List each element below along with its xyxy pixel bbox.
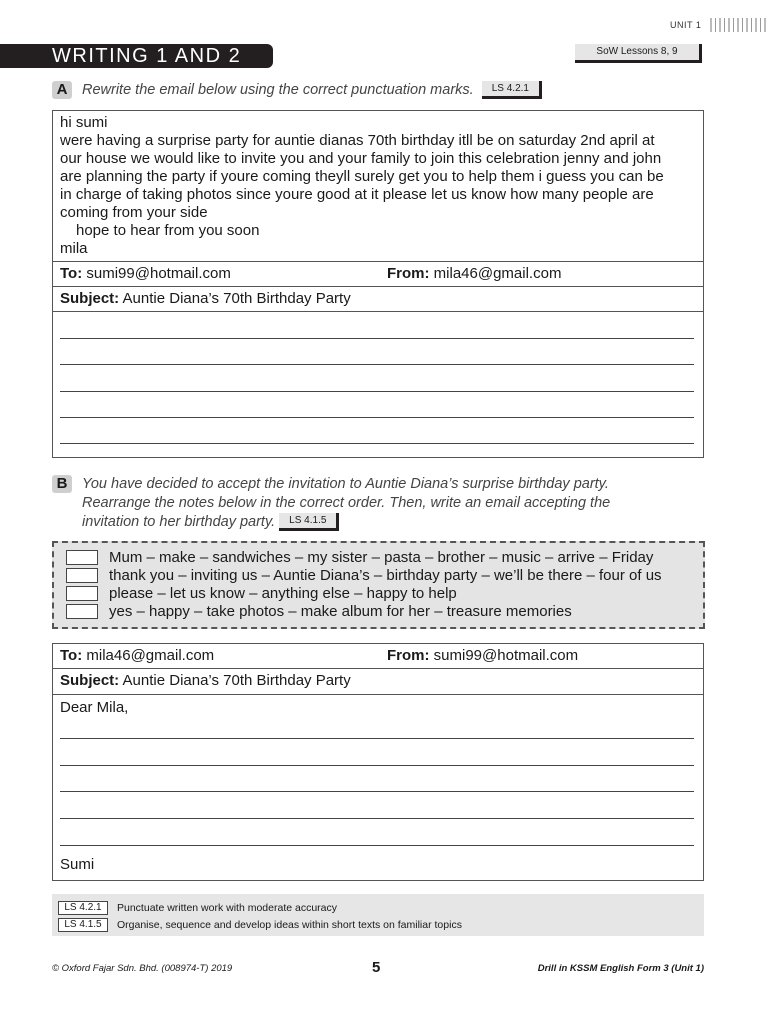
divider <box>52 694 704 695</box>
to-label: To: <box>60 647 83 664</box>
unpunctuated-email <box>60 114 696 258</box>
section-a-instruction-text: Rewrite the email below using the correct punctuation marks. <box>82 82 474 98</box>
email-line: mila <box>60 240 88 257</box>
note-line: Mum – make – sandwiches – my sister – pasta – brother – music – arrive – Friday <box>109 549 654 566</box>
email-line: in charge of taking photos since youre good at it please let us know how many people are <box>60 186 654 203</box>
subject-label: Subject: <box>60 290 120 307</box>
writing-line[interactable] <box>60 791 694 792</box>
ls-description: Punctuate written work with moderate accuracy <box>117 902 338 914</box>
to-value: sumi99@hotmail.com <box>86 265 231 282</box>
writing-line[interactable] <box>60 845 694 846</box>
order-box[interactable] <box>66 604 98 619</box>
ls-code: LS 4.2.1 <box>58 901 108 915</box>
greeting: Dear Mila, <box>60 699 129 716</box>
email-b-from <box>387 647 578 665</box>
from-value: mila46@gmail.com <box>433 265 562 282</box>
writing-line[interactable] <box>60 738 694 739</box>
page-number: 5 <box>372 959 381 976</box>
email-a-subject <box>60 290 351 308</box>
writing-line[interactable] <box>60 391 694 392</box>
writing-line[interactable] <box>60 818 694 819</box>
section-b-label: B <box>52 475 72 493</box>
email-b-to <box>60 647 214 665</box>
divider <box>52 311 704 312</box>
signoff: Sumi <box>60 856 95 873</box>
email-line: our house we would like to invite you and your family to join this celebration jenny and john <box>60 150 662 167</box>
note-line: please – let us know – anything else – happy to help <box>109 585 457 602</box>
subject-value: Auntie Diana’s 70th Birthday Party <box>122 290 351 307</box>
note-line: thank you – inviting us – Auntie Diana’s – birthday party – we’ll be there – four of us <box>109 567 662 584</box>
decorative-bars <box>710 18 768 32</box>
email-line: hope to hear from you soon <box>76 222 260 239</box>
from-label: From: <box>387 265 430 282</box>
section-b-instruction <box>82 475 702 532</box>
email-line: were having a surprise party for auntie dianas 70th birthday itll be on saturday 2nd april at <box>60 132 655 149</box>
section-a-ls-tag: LS 4.2.1 <box>482 81 542 99</box>
to-label: To: <box>60 265 83 282</box>
subject-label: Subject: <box>60 672 120 689</box>
divider <box>52 261 704 262</box>
instruction-line: Rearrange the notes below in the correct order. Then, write an email accepting the <box>82 495 611 511</box>
unit-label: UNIT 1 <box>670 20 702 30</box>
writing-line[interactable] <box>60 364 694 365</box>
email-line: hi sumi <box>60 114 108 131</box>
writing-line[interactable] <box>60 765 694 766</box>
writing-line[interactable] <box>60 417 694 418</box>
section-b-ls-tag: LS 4.1.5 <box>279 513 339 531</box>
divider <box>52 286 704 287</box>
ls-description: Organise, sequence and develop ideas within short texts on familiar topics <box>117 919 462 931</box>
from-label: From: <box>387 647 430 664</box>
from-value: sumi99@hotmail.com <box>433 647 579 664</box>
divider <box>52 668 704 669</box>
subject-value: Auntie Diana’s 70th Birthday Party <box>122 672 351 689</box>
copyright: © Oxford Fajar Sdn. Bhd. (008974-T) 2019 <box>52 963 233 974</box>
ls-code: LS 4.1.5 <box>58 918 108 932</box>
instruction-line: You have decided to accept the invitation to Auntie Diana’s surprise birthday party. <box>82 476 609 492</box>
email-line: coming from your side <box>60 204 208 221</box>
to-value: mila46@gmail.com <box>86 647 215 664</box>
email-a-to <box>60 265 231 283</box>
email-a-from <box>387 265 561 283</box>
section-a-instruction <box>82 81 542 100</box>
order-box[interactable] <box>66 568 98 583</box>
instruction-line: invitation to her birthday party. <box>82 514 276 530</box>
book-title: Drill in KSSM English Form 3 (Unit 1) <box>537 963 704 974</box>
email-line: are planning the party if youre coming theyll surely get you to help them i guess you can be <box>60 168 664 185</box>
note-line: yes – happy – take photos – make album for her – treasure memories <box>109 603 572 620</box>
email-b-subject <box>60 672 351 690</box>
writing-line[interactable] <box>60 443 694 444</box>
order-box[interactable] <box>66 550 98 565</box>
order-box[interactable] <box>66 586 98 601</box>
page-title: WRITING 1 AND 2 <box>52 45 242 67</box>
section-a-label: A <box>52 81 72 99</box>
writing-line[interactable] <box>60 338 694 339</box>
sow-lessons-tag: SoW Lessons 8, 9 <box>575 44 702 63</box>
